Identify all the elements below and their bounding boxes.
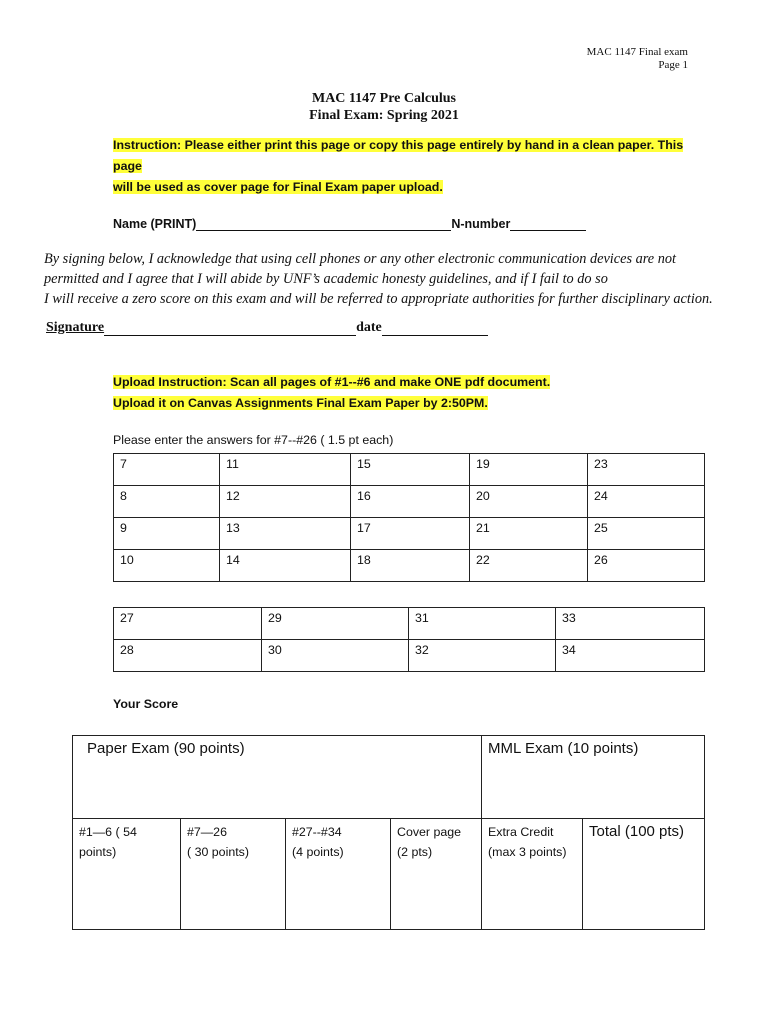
score-cell-total[interactable] <box>583 819 705 930</box>
score-col-label-line-1: #1—6 ( 54 <box>79 825 137 839</box>
table-row <box>114 518 705 550</box>
total-label: Total (100 pts) <box>589 823 685 840</box>
upload-line-2: Upload it on Canvas Assignments Final Exam Paper by 2:50PM. <box>113 396 488 410</box>
nnumber-label: N-number <box>451 217 511 231</box>
answer-cell[interactable]: 16 <box>351 486 470 518</box>
acknowledgement-text <box>44 249 764 309</box>
answer-cell[interactable]: 8 <box>114 486 220 518</box>
title-exam: Final Exam: Spring 2021 <box>309 108 459 123</box>
answer-cell[interactable]: 19 <box>470 454 588 486</box>
score-cell-cover-page[interactable] <box>391 819 482 930</box>
answer-cell[interactable]: 9 <box>114 518 220 550</box>
score-col-label-line-1: #7—26 <box>187 825 227 839</box>
nnumber-line[interactable] <box>510 216 586 231</box>
answer-cell[interactable]: 23 <box>588 454 705 486</box>
score-col-label-line-1: #27--#34 <box>292 825 342 839</box>
upload-instruction-block <box>113 372 713 414</box>
answer-cell[interactable]: 17 <box>351 518 470 550</box>
answer-cell[interactable]: 28 <box>114 640 262 672</box>
title-course: MAC 1147 Pre Calculus <box>311 91 456 106</box>
header-course: MAC 1147 Final exam <box>586 46 688 58</box>
score-cell-extra-credit[interactable] <box>482 819 583 930</box>
document-title <box>0 90 768 124</box>
score-table <box>72 735 705 930</box>
score-cell-1-6[interactable] <box>73 819 181 930</box>
answer-cell[interactable]: 25 <box>588 518 705 550</box>
answer-cell[interactable]: 34 <box>556 640 705 672</box>
answers-table-7-26 <box>113 453 705 582</box>
table-row <box>114 454 705 486</box>
answer-cell[interactable]: 32 <box>409 640 556 672</box>
mml-exam-header: MML Exam (10 points) <box>482 736 705 819</box>
score-col-label-line-2: (max 3 points) <box>488 845 567 859</box>
upload-line-1: Upload Instruction: Scan all pages of #1--#6 and make ONE pdf document. <box>113 375 551 389</box>
ack-line-2: permitted and I agree that I will abide by UNF’s academic honesty guidelines, and if I fail to do so <box>44 271 608 287</box>
score-col-label-line-1: Cover page <box>397 825 462 839</box>
score-col-label-line-2: (4 points) <box>292 845 344 859</box>
ack-line-1: By signing below, I acknowledge that using cell phones or any other electronic communication devices are not <box>44 251 676 267</box>
score-cell-7-26[interactable] <box>181 819 286 930</box>
answer-cell[interactable]: 14 <box>220 550 351 582</box>
date-label: date <box>356 320 382 335</box>
your-score-label: Your Score <box>113 697 179 711</box>
answer-cell[interactable]: 21 <box>470 518 588 550</box>
signature-row <box>46 320 488 336</box>
table-row <box>114 608 705 640</box>
score-col-label-line-2: (2 pts) <box>397 845 433 859</box>
table-row <box>114 640 705 672</box>
answer-cell[interactable]: 15 <box>351 454 470 486</box>
answer-cell[interactable]: 10 <box>114 550 220 582</box>
instruction-line-2: will be used as cover page for Final Exam paper upload. <box>113 180 443 194</box>
page-header <box>587 46 688 72</box>
name-row <box>113 216 586 231</box>
score-col-label-line-2: ( 30 points) <box>187 845 249 859</box>
table-row <box>114 550 705 582</box>
answer-cell[interactable]: 27 <box>114 608 262 640</box>
paper-exam-header: Paper Exam (90 points) <box>73 736 482 819</box>
header-page-number: Page 1 <box>658 59 688 71</box>
answer-cell[interactable]: 7 <box>114 454 220 486</box>
answer-cell[interactable]: 26 <box>588 550 705 582</box>
date-line[interactable] <box>382 321 488 336</box>
name-line[interactable] <box>196 216 451 231</box>
score-col-label-line-2: points) <box>79 845 117 859</box>
answer-cell[interactable]: 13 <box>220 518 351 550</box>
table-row <box>114 486 705 518</box>
table-row <box>73 736 705 819</box>
answer-cell[interactable]: 31 <box>409 608 556 640</box>
answer-cell[interactable]: 30 <box>262 640 409 672</box>
answer-cell[interactable]: 22 <box>470 550 588 582</box>
name-label: Name (PRINT) <box>113 217 197 231</box>
answer-cell[interactable]: 20 <box>470 486 588 518</box>
answer-cell[interactable]: 12 <box>220 486 351 518</box>
signature-line[interactable] <box>104 321 356 336</box>
score-col-label-line-1: Extra Credit <box>488 825 554 839</box>
answers-table-27-34 <box>113 607 705 672</box>
instruction-line-1: Instruction: Please either print this page or copy this page entirely by hand in a clean paper. This page <box>113 138 684 173</box>
answer-cell[interactable]: 33 <box>556 608 705 640</box>
answers-caption: Please enter the answers for #7--#26 ( 1.5 pt each) <box>113 433 394 447</box>
ack-line-3: I will receive a zero score on this exam and will be referred to appropriate authorities for further disciplinary action. <box>44 291 713 307</box>
table-row <box>73 819 705 930</box>
signature-label: Signature <box>46 320 105 335</box>
score-cell-27-34[interactable] <box>286 819 391 930</box>
answer-cell[interactable]: 18 <box>351 550 470 582</box>
instruction-block <box>113 135 713 198</box>
answer-cell[interactable]: 24 <box>588 486 705 518</box>
answer-cell[interactable]: 11 <box>220 454 351 486</box>
answer-cell[interactable]: 29 <box>262 608 409 640</box>
